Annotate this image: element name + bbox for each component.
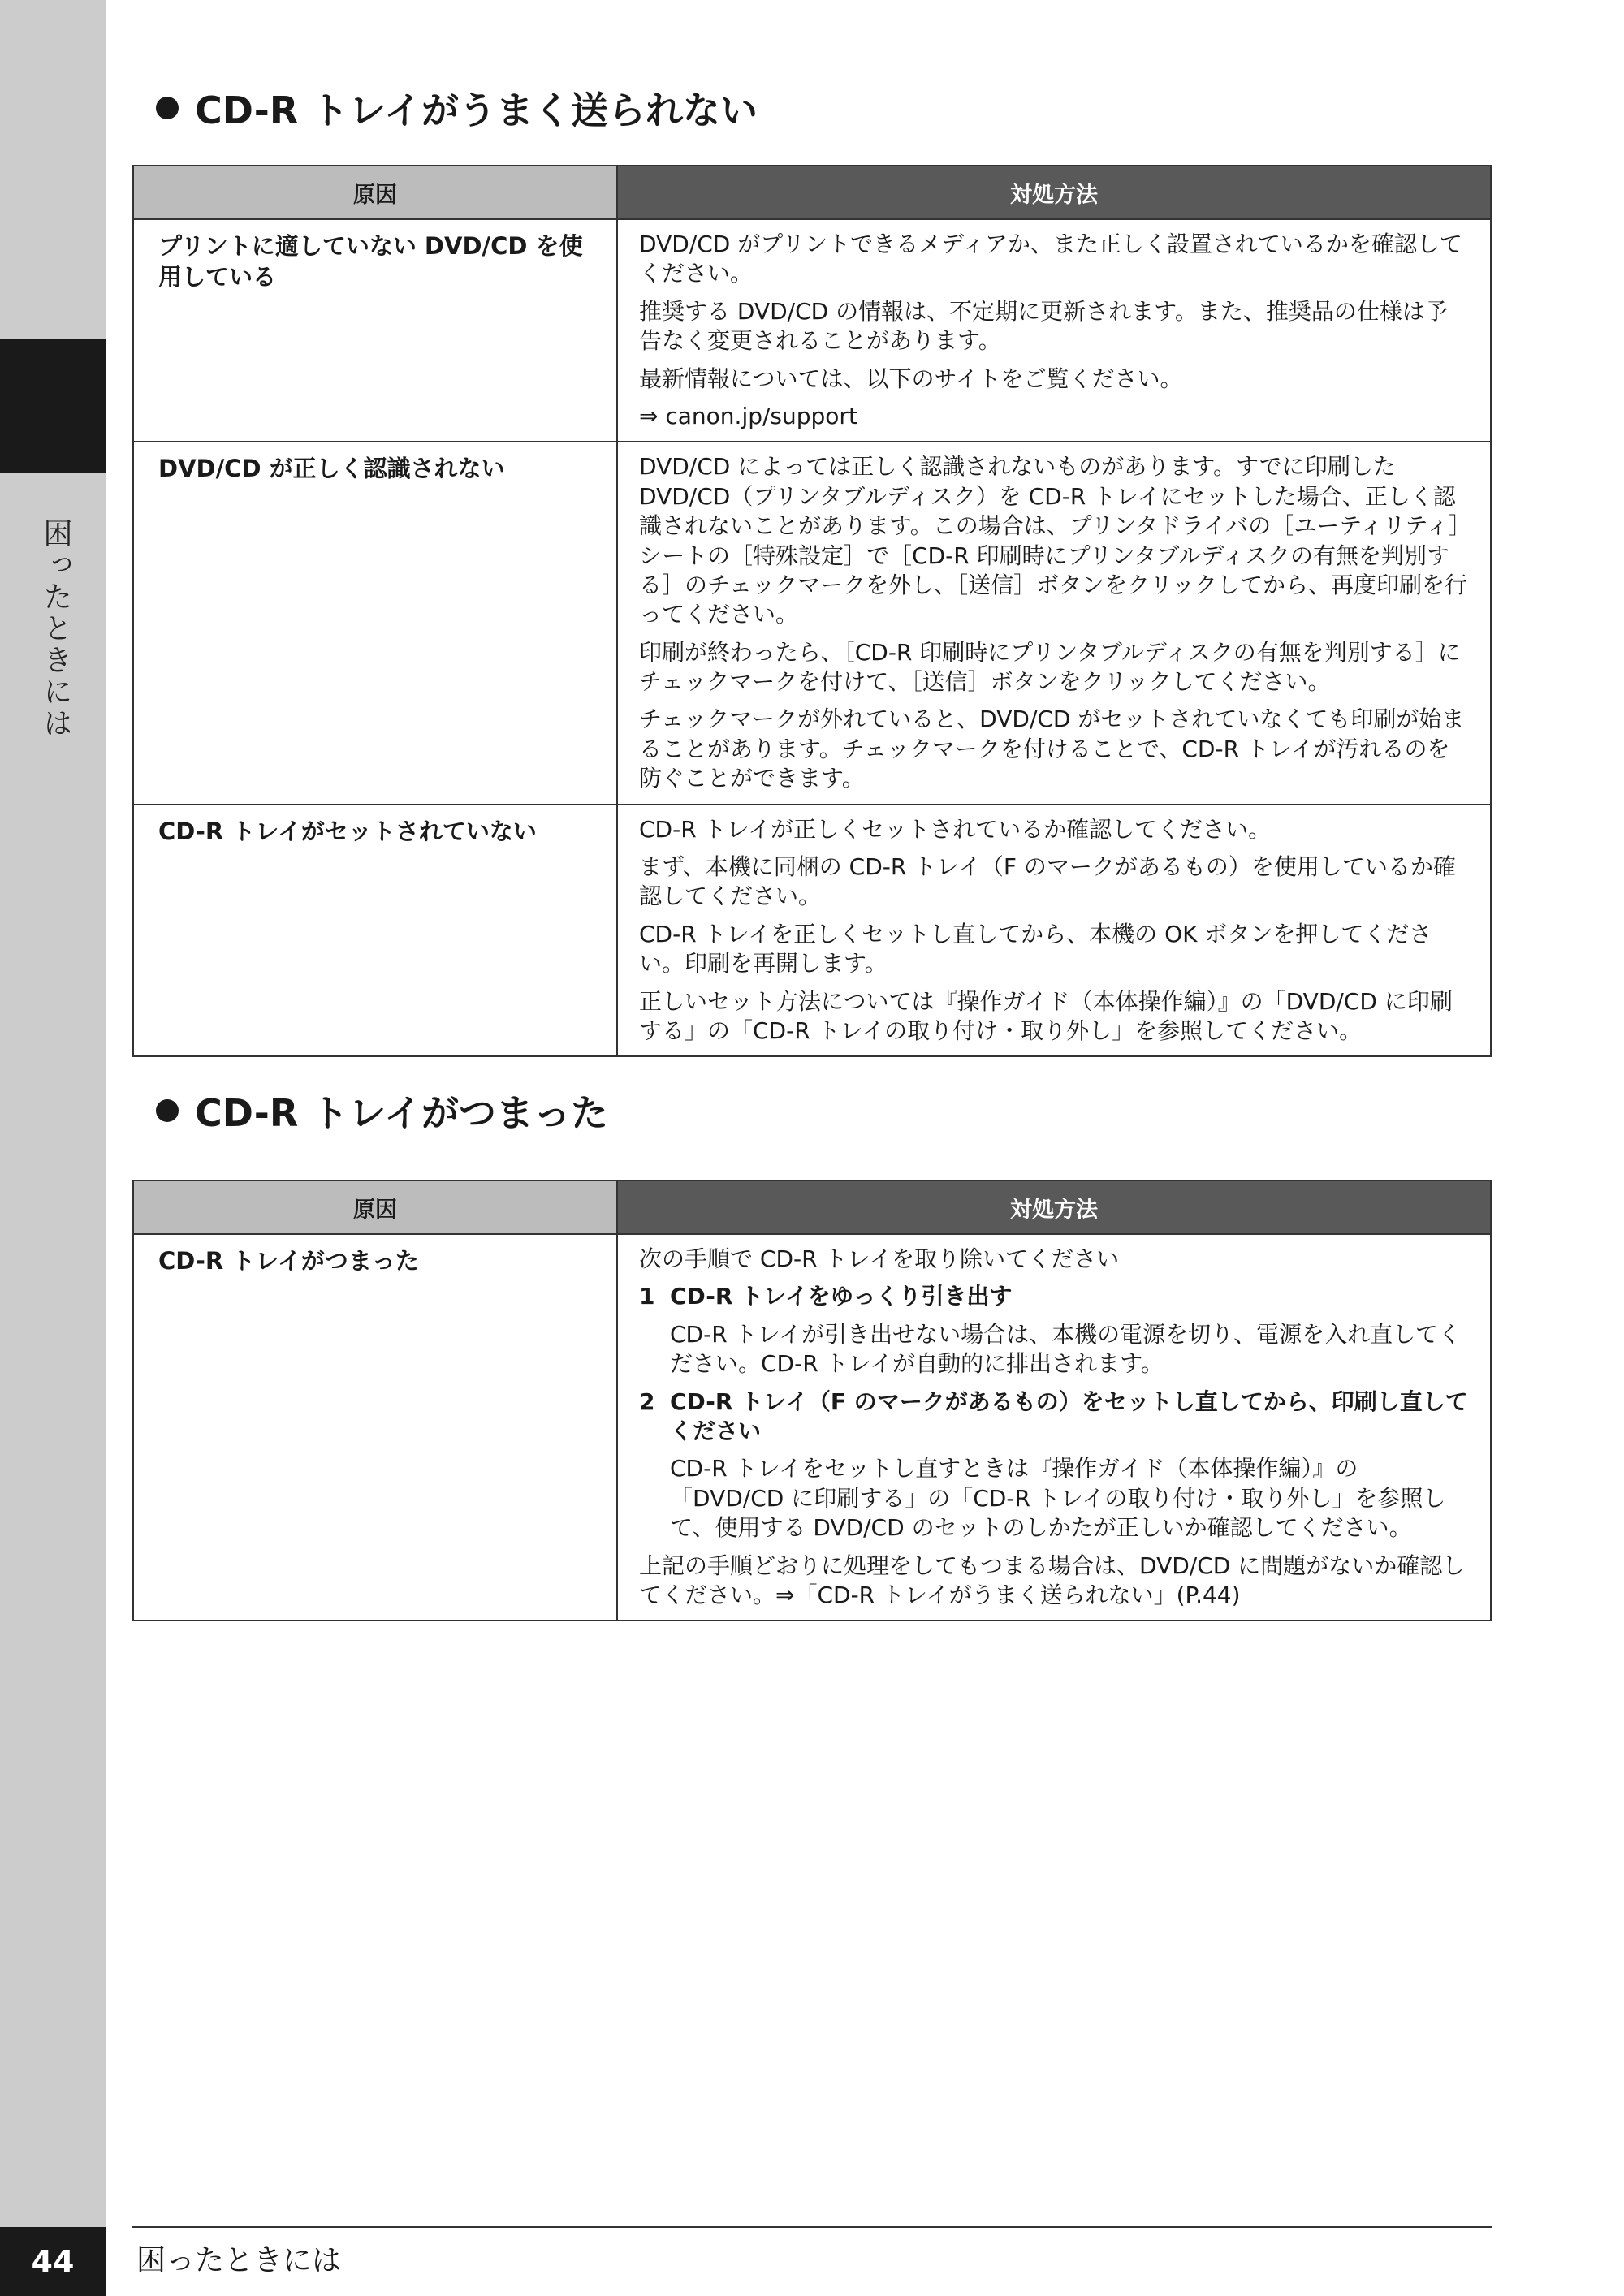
step-number: 1 xyxy=(639,1283,655,1310)
sidebar xyxy=(0,0,106,2296)
table-row xyxy=(133,219,1491,442)
bullet-icon xyxy=(156,1099,179,1122)
troubleshoot-table-tray-jam xyxy=(132,1180,1492,1621)
section-title: CD-R トレイがつまった xyxy=(195,1091,609,1135)
remedy-paragraph: DVD/CD がプリントできるメディアか、また正しく設置されているかを確認してください。 xyxy=(639,231,1462,287)
remedy-paragraph: まず、本機に同梱の CD-R トレイ（F のマークがあるもの）を使用しているか確認してください。 xyxy=(639,853,1456,910)
remedy-cell xyxy=(617,805,1491,1057)
sidebar-chapter-label: 困ったときには xyxy=(39,518,72,740)
step-number: 2 xyxy=(639,1388,655,1415)
step-body: CD-R トレイが引き出せない場合は、本機の電源を切り、電源を入れ直してください。CD-R トレイが自動的に排出されます。 xyxy=(670,1320,1462,1378)
footer-chapter-title: 困ったときには xyxy=(136,2244,342,2277)
cause-cell: CD-R トレイがつまった xyxy=(133,1234,617,1621)
remedy-paragraph: 最新情報については、以下のサイトをご覧ください。 xyxy=(639,365,1183,392)
remedy-paragraph: 推奨する DVD/CD の情報は、不定期に更新されます。また、推奨品の仕様は予告なく変更されることがあります。 xyxy=(639,297,1448,355)
footer-divider xyxy=(132,2226,1492,2228)
cause-cell: プリントに適していない DVD/CD を使用している xyxy=(133,219,617,442)
cause-cell: DVD/CD が正しく認識されない xyxy=(133,442,617,804)
table-header-row xyxy=(133,166,1491,219)
step-heading xyxy=(639,1282,1469,1311)
remedy-outro: 上記の手順どおりに処理をしてもつまる場合は、DVD/CD に問題がないか確認してください。⇒「CD-R トレイがうまく送られない」(P.44) xyxy=(639,1552,1466,1608)
table-row xyxy=(133,442,1491,804)
cause-cell: CD-R トレイがセットされていない xyxy=(133,805,617,1057)
page-number: 44 xyxy=(0,2227,106,2296)
header-remedy: 対処方法 xyxy=(617,166,1491,219)
section-heading-tray-feed xyxy=(156,81,758,135)
remedy-cell xyxy=(617,219,1491,442)
section-title: CD-R トレイがうまく送られない xyxy=(195,88,758,132)
remedy-paragraph: DVD/CD によっては正しく認識されないものがあります。すでに印刷した DVD/CD（プリンタブルディスク）を CD-R トレイにセットした場合、正しく認識されないことがあります。この場合は、プリンタドライバの［ユーティリティ］シートの［特殊設定］で［CD-R 印刷時にプリンタブルディスクの有無を判別する］のチェックマークを外し、［送信］ボタンをクリックしてから、再度印刷を行ってください。 xyxy=(639,453,1468,628)
header-cause: 原因 xyxy=(133,166,617,219)
support-link[interactable]: ⇒ canon.jp/support xyxy=(639,402,857,429)
section-heading-tray-jam xyxy=(156,1084,608,1137)
step-heading xyxy=(639,1388,1469,1447)
remedy-paragraph: 正しいセット方法については『操作ガイド（本体操作編）』の「DVD/CD に印刷する」の「CD-R トレイの取り付け・取り外し」を参照してください。 xyxy=(639,987,1453,1044)
step-body: CD-R トレイをセットし直すときは『操作ガイド（本体操作編）』の「DVD/CD に印刷する」の「CD-R トレイの取り付け・取り外し」を参照して、使用する DVD/CD のセットのしかたが正しいか確認してください。 xyxy=(670,1455,1446,1542)
bullet-icon xyxy=(156,97,179,119)
step-title: CD-R トレイをゆっくり引き出す xyxy=(670,1283,1013,1310)
remedy-intro: 次の手順で CD-R トレイを取り除いてください xyxy=(639,1245,1120,1272)
sidebar-tab-marker xyxy=(0,339,106,473)
step-title: CD-R トレイ（F のマークがあるもの）をセットし直してから、印刷し直してください xyxy=(670,1388,1468,1444)
remedy-cell xyxy=(617,442,1491,804)
troubleshoot-table-tray-feed xyxy=(132,165,1492,1057)
remedy-paragraph: 印刷が終わったら、［CD-R 印刷時にプリンタブルディスクの有無を判別する］にチェックマークを付けて、［送信］ボタンをクリックしてください。 xyxy=(639,638,1461,696)
header-cause: 原因 xyxy=(133,1180,617,1234)
table-row xyxy=(133,805,1491,1057)
remedy-cell xyxy=(617,1234,1491,1621)
table-header-row xyxy=(133,1180,1491,1234)
header-remedy: 対処方法 xyxy=(617,1180,1491,1234)
remedy-paragraph: チェックマークが外れていると、DVD/CD がセットされていなくても印刷が始まることがあります。チェックマークを付けることで、CD-R トレイが汚れるのを防ぐことができます。 xyxy=(639,706,1465,792)
table-row xyxy=(133,1234,1491,1621)
remedy-paragraph: CD-R トレイを正しくセットし直してから、本機の OK ボタンを押してください。印刷を再開します。 xyxy=(639,920,1432,978)
remedy-paragraph: CD-R トレイが正しくセットされているか確認してください。 xyxy=(639,815,1272,843)
